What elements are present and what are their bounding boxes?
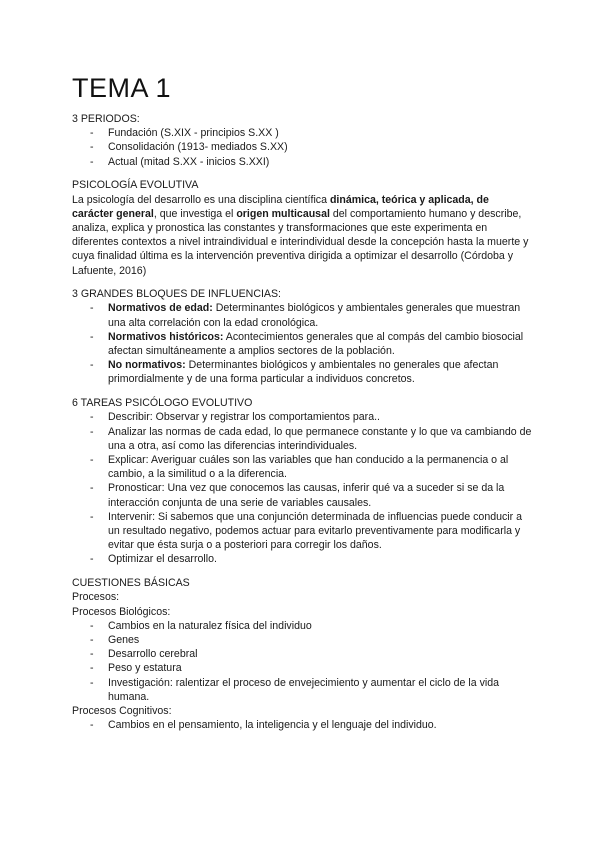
item-bold-label: No normativos:	[108, 359, 186, 372]
periodos-heading: 3 PERIODOS:	[72, 113, 140, 125]
list-item: - Cambios en el pensamiento, la inteligencia y el lenguaje del individuo.	[72, 718, 532, 732]
list-item: - Describir: Observar y registrar los comportamientos para..	[72, 410, 532, 424]
list-item: - Genes	[72, 633, 532, 647]
biologicos-heading: Procesos Biológicos:	[72, 605, 171, 618]
bloques-heading: 3 GRANDES BLOQUES DE INFLUENCIAS:	[72, 288, 281, 301]
list-item: - Intervenir: Si sabemos que una conjunción determinada de influencias puede conducir a un resultado negativo, podemos actuar para evitarlo preventivamente para modificarla y evitar que ésta surja o a posteriori para corregir los daños.	[72, 510, 532, 553]
document-content	[72, 70, 532, 732]
item-text: Determinantes biológicos y ambientales generales que muestran una alta correlación con la edad cronológica.	[108, 302, 521, 329]
biologicos-list	[72, 619, 532, 704]
list-item	[72, 358, 532, 386]
list-item: - Explicar: Averiguar cuáles son las variables que han conducido a la permanencia o al cambio, a la similitud o a la diferencia.	[72, 453, 532, 481]
list-item: - Fundación (S.XIX - principios S.XX )	[72, 126, 532, 140]
list-item	[72, 301, 532, 329]
list-item: - Optimizar el desarrollo.	[72, 552, 532, 566]
list-item: - Desarrollo cerebral	[72, 647, 532, 661]
list-item: - Peso y estatura	[72, 661, 532, 675]
list-item: - Analizar las normas de cada edad, lo que permanece constante y lo que va cambiando de una a otra, así como las diferencias interindividuales.	[72, 425, 532, 453]
item-text: Determinantes biológicos y ambientales no generales que afectan primordialmente y de una forma particular a individuos concretos.	[108, 359, 499, 386]
cognitivos-list	[72, 718, 532, 732]
list-item	[72, 330, 532, 358]
tareas-heading: 6 TAREAS PSICÓLOGO EVOLUTIVO	[72, 397, 253, 410]
tareas-list	[72, 410, 532, 566]
paragraph-text: del comportamiento humano y describe, analiza, explica y pronostica las constantes y transformaciones que este experimenta en diferentes contextos a nivel intraindividual e interindividual desde la concepción hasta la muerte y cuya finalidad última es la intervención preventiva dirigida a optimizar el desarrollo (Córdoba y Lafuente, 2016)	[72, 207, 529, 277]
item-text: Acontecimientos generales que al compás del cambio biosocial afectan simultáneamente a amplios sectores de la población.	[108, 330, 524, 358]
list-item: - Consolidación (1913- mediados S.XX)	[72, 140, 532, 154]
item-bold-label: Normativos de edad:	[108, 302, 213, 315]
cognitivos-heading: Procesos Cognitivos:	[72, 704, 172, 717]
page-title: TEMA 1	[72, 73, 172, 103]
cuestiones-heading: CUESTIONES BÁSICAS	[72, 577, 190, 590]
list-item: - Pronosticar: Una vez que conocemos las causas, inferir qué va a suceder si se da la interacción conjunta de una serie de variables causales.	[72, 481, 532, 509]
paragraph-bold: dinámica, teórica y aplicada, de carácter general	[72, 193, 489, 220]
list-item: - Cambios en la naturalez física del individuo	[72, 619, 532, 633]
paragraph-text: La psicología del desarrollo es una disciplina científica	[72, 193, 330, 206]
bloques-list	[72, 301, 532, 386]
paragraph-text: , que investiga el	[153, 207, 237, 220]
paragraph-bold: origen multicausal	[236, 207, 330, 220]
psicologia-heading: PSICOLOGÍA EVOLUTIVA	[72, 179, 199, 192]
procesos-label: Procesos:	[72, 591, 120, 604]
item-bold-label: Normativos históricos:	[108, 330, 224, 343]
psicologia-paragraph	[72, 193, 532, 278]
list-item: - Investigación: ralentizar el proceso de envejecimiento y aumentar el ciclo de la vida humana.	[72, 676, 532, 704]
periodos-list	[72, 126, 532, 169]
list-item: - Actual (mitad S.XX - inicios S.XXI)	[72, 155, 532, 169]
